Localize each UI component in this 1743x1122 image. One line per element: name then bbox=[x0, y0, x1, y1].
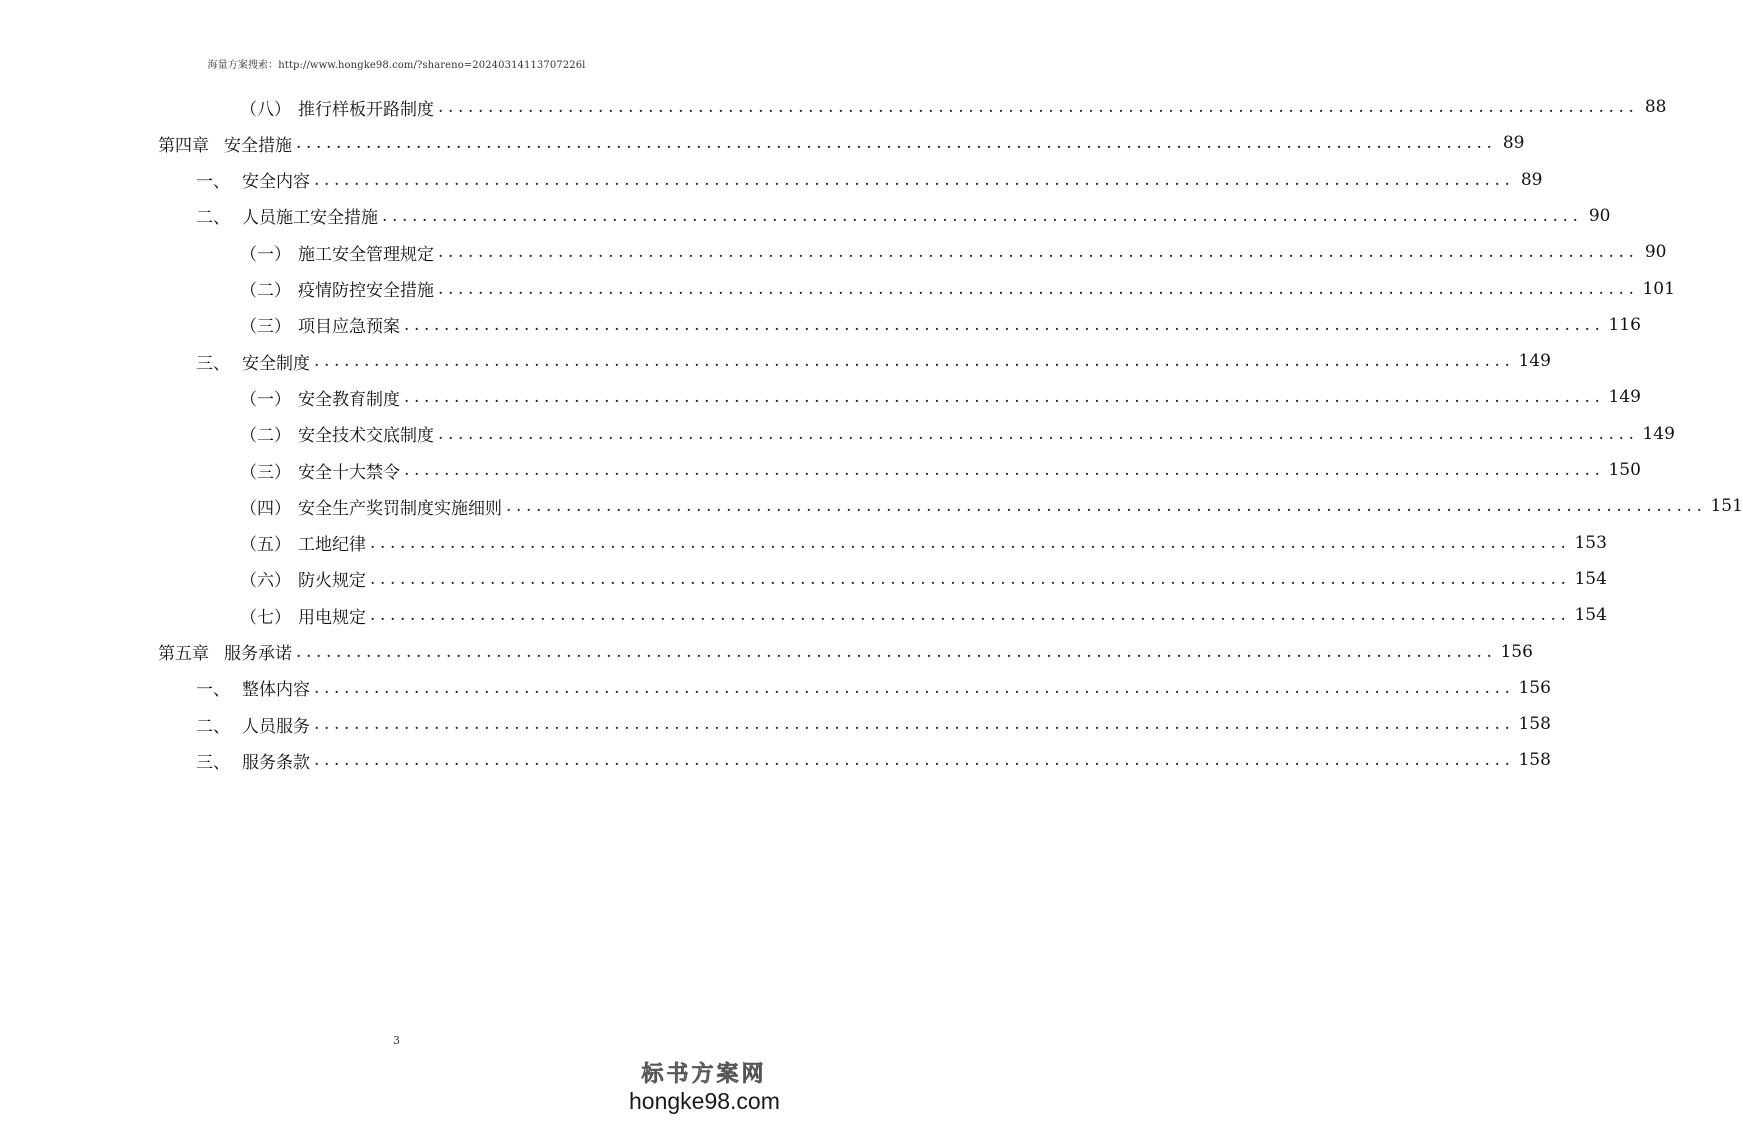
toc-entry-title: 施工安全管理规定 bbox=[298, 244, 434, 265]
toc-entry[interactable] bbox=[240, 600, 1607, 630]
toc-entry-page: 90 bbox=[1644, 242, 1667, 263]
toc-entry-title: 安全十大禁令 bbox=[298, 462, 400, 483]
toc-entry-page: 89 bbox=[1502, 133, 1525, 154]
toc-dot-leader: ........................................................................................................................ bbox=[314, 714, 1515, 735]
toc-dot-leader: ........................................................................................................................ bbox=[382, 205, 1583, 226]
toc-entry[interactable] bbox=[196, 165, 1543, 195]
toc-dot-leader: ........................................................................................................................ bbox=[370, 568, 1571, 589]
toc-entry-page: 88 bbox=[1644, 97, 1667, 117]
toc-entry[interactable] bbox=[240, 419, 1675, 449]
toc-entry-number: （二） bbox=[240, 426, 291, 447]
toc-entry-title: 服务承诺 bbox=[224, 644, 292, 664]
toc-entry-page: 156 bbox=[1518, 677, 1551, 698]
toc-entry-number: （五） bbox=[240, 535, 291, 556]
toc-entry-number: 一、 bbox=[196, 172, 230, 193]
toc-dot-leader: ........................................................................................................................ bbox=[438, 97, 1639, 117]
toc-dot-leader: ........................................................................................................................ bbox=[438, 423, 1639, 444]
toc-entry-number: （七） bbox=[240, 607, 291, 628]
toc-dot-leader: ........................................................................................................................ bbox=[314, 169, 1515, 190]
toc-entry-title: 安全内容 bbox=[242, 172, 310, 193]
toc-entry-number: （一） bbox=[240, 244, 291, 265]
toc-entry[interactable] bbox=[240, 237, 1667, 267]
toc-entry[interactable] bbox=[240, 564, 1607, 594]
toc-entry-page: 154 bbox=[1574, 605, 1607, 626]
toc-dot-leader: ........................................................................................................................ bbox=[404, 460, 1605, 480]
toc-entry-page: 151 bbox=[1710, 496, 1743, 517]
toc-entry-title: 服务条款 bbox=[242, 752, 310, 773]
toc-entry-number: （三） bbox=[240, 462, 291, 483]
toc-entry[interactable] bbox=[158, 637, 1533, 667]
toc-entry[interactable] bbox=[158, 128, 1525, 158]
toc-entry-page: 153 bbox=[1574, 532, 1607, 553]
toc-entry-title: 项目应急预案 bbox=[298, 317, 400, 338]
toc-entry-title: 用电规定 bbox=[298, 607, 366, 628]
toc-entry-number: 二、 bbox=[196, 716, 230, 737]
toc-entry-title: 安全措施 bbox=[224, 135, 292, 156]
toc-dot-leader: ........................................................................................................................ bbox=[404, 314, 1605, 335]
toc-entry-title: 整体内容 bbox=[242, 680, 310, 701]
toc-entry-number: （六） bbox=[240, 571, 291, 592]
toc-entry[interactable] bbox=[196, 346, 1551, 376]
toc-entry-number: （三） bbox=[240, 317, 291, 338]
toc-dot-leader: ........................................................................................................................ bbox=[506, 496, 1707, 517]
toc-entry-number: （二） bbox=[240, 281, 291, 301]
toc-entry-page: 116 bbox=[1608, 314, 1641, 335]
toc-dot-leader: ........................................................................................................................ bbox=[404, 387, 1605, 408]
toc-entry-number: 第四章 bbox=[158, 135, 209, 156]
toc-entry-title: 人员服务 bbox=[242, 716, 310, 737]
toc-entry-page: 150 bbox=[1608, 460, 1641, 480]
watermark-title: 标书方案网 bbox=[641, 1061, 767, 1087]
toc-entry-title: 安全生产奖罚制度实施细则 bbox=[298, 498, 502, 519]
toc-entry-page: 90 bbox=[1588, 205, 1611, 226]
toc-entry[interactable] bbox=[240, 528, 1607, 558]
toc-dot-leader: ........................................................................................................................ bbox=[370, 532, 1571, 553]
toc-dot-leader: ........................................................................................................................ bbox=[438, 278, 1639, 299]
toc-entry[interactable] bbox=[196, 745, 1551, 775]
toc-entry-title: 防火规定 bbox=[298, 571, 366, 592]
toc-entry-page: 149 bbox=[1518, 351, 1551, 372]
toc-entry[interactable] bbox=[196, 673, 1551, 703]
toc-entry[interactable] bbox=[240, 382, 1641, 412]
toc-entry-title: 安全制度 bbox=[242, 353, 310, 374]
toc-entry-title: 安全教育制度 bbox=[298, 389, 400, 410]
toc-entry-page: 158 bbox=[1518, 750, 1551, 771]
toc-dot-leader: ........................................................................................................................ bbox=[438, 242, 1639, 263]
toc-entry[interactable] bbox=[240, 310, 1641, 340]
toc-dot-leader: ........................................................................................................................ bbox=[314, 351, 1515, 372]
toc-entry[interactable] bbox=[240, 274, 1675, 304]
toc-entry[interactable] bbox=[240, 92, 1667, 122]
toc-entry[interactable] bbox=[196, 709, 1551, 739]
toc-entry[interactable] bbox=[240, 455, 1641, 485]
toc-entry-page: 158 bbox=[1518, 714, 1551, 735]
toc-entry-number: （八） bbox=[240, 99, 291, 120]
toc-entry-page: 101 bbox=[1642, 278, 1675, 299]
toc-entry-page: 156 bbox=[1500, 641, 1533, 662]
toc-entry-title: 工地纪律 bbox=[298, 535, 366, 556]
watermark-url: hongke98.com bbox=[629, 1088, 780, 1114]
toc-entry-number: 三、 bbox=[196, 752, 230, 773]
toc-entry[interactable] bbox=[240, 491, 1743, 521]
toc-entry-title: 安全技术交底制度 bbox=[298, 426, 434, 447]
page-number: 3 bbox=[393, 1034, 400, 1047]
page-header: 海量方案搜索：http://www.hongke98.com/?shareno=20240314113707226l bbox=[207, 60, 586, 71]
toc-entry-number: （四） bbox=[240, 498, 291, 519]
toc-entry-title: 疫情防控安全措施 bbox=[298, 281, 434, 301]
toc-entry-title: 人员施工安全措施 bbox=[242, 208, 378, 229]
toc-entry-number: 二、 bbox=[196, 208, 230, 229]
toc-entry-number: 第五章 bbox=[158, 644, 209, 664]
watermark-logo bbox=[629, 1060, 779, 1114]
toc-entry-page: 149 bbox=[1642, 423, 1675, 444]
toc-dot-leader: ........................................................................................................................ bbox=[314, 677, 1515, 698]
toc-dot-leader: ........................................................................................................................ bbox=[296, 641, 1497, 662]
toc-entry-page: 154 bbox=[1574, 568, 1607, 589]
toc-dot-leader: ........................................................................................................................ bbox=[296, 133, 1497, 154]
toc-entry-number: 三、 bbox=[196, 353, 230, 374]
toc-dot-leader: ........................................................................................................................ bbox=[314, 750, 1515, 771]
toc-entry-number: 一、 bbox=[196, 680, 230, 701]
toc-entry-page: 149 bbox=[1608, 387, 1641, 408]
toc-dot-leader: ........................................................................................................................ bbox=[370, 605, 1571, 626]
toc-entry-page: 89 bbox=[1520, 169, 1543, 190]
toc-entry-title: 推行样板开路制度 bbox=[298, 99, 434, 120]
toc-entry-number: （一） bbox=[240, 389, 291, 410]
toc-entry[interactable] bbox=[196, 201, 1611, 231]
